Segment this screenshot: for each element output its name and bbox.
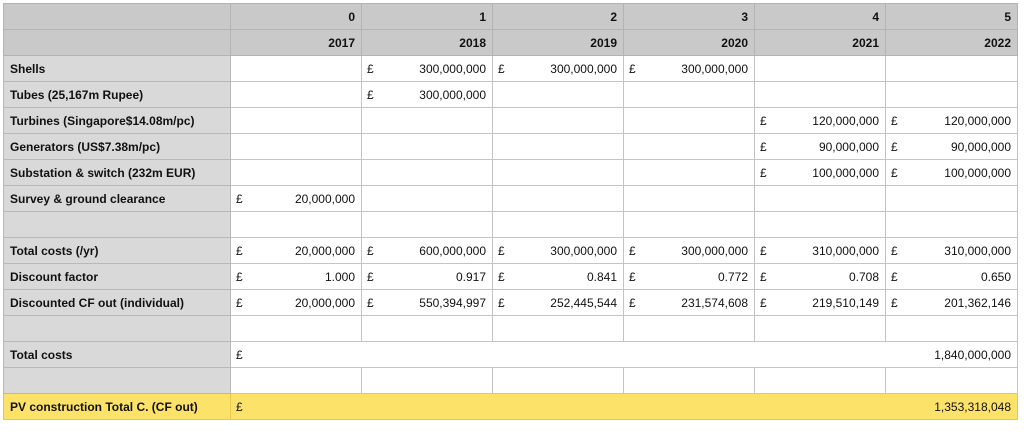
value-cell[interactable] (624, 316, 755, 342)
currency-symbol: £ (891, 295, 898, 310)
currency-symbol: £ (760, 165, 767, 180)
value-cell[interactable] (624, 160, 755, 186)
currency-symbol: £ (367, 269, 374, 284)
value-cell[interactable] (231, 160, 362, 186)
data-row (4, 56, 1018, 82)
cell-value: 0.650 (980, 269, 1011, 284)
cell-value: 300,000,000 (550, 61, 617, 76)
currency-symbol: £ (629, 61, 636, 76)
value-cell[interactable] (231, 212, 362, 238)
value-cell[interactable] (493, 212, 624, 238)
cell-value: 90,000,000 (818, 139, 879, 154)
value-cell[interactable] (493, 264, 624, 290)
cell-value: 20,000,000 (294, 191, 355, 206)
value-cell[interactable] (886, 108, 1018, 134)
currency-symbol: £ (760, 139, 767, 154)
value-cell[interactable] (493, 186, 624, 212)
corner-cell[interactable] (4, 30, 231, 56)
currency-symbol: £ (760, 295, 767, 310)
value-cell[interactable] (493, 108, 624, 134)
row-label[interactable] (4, 212, 231, 238)
row-label[interactable]: Shells (4, 56, 231, 82)
cell-value: 201,362,146 (944, 295, 1011, 310)
header-row-index (4, 4, 1018, 30)
empty-cell[interactable] (362, 368, 493, 394)
cell-value: 300,000,000 (419, 61, 486, 76)
empty-cell[interactable] (493, 368, 624, 394)
value-cell[interactable] (624, 82, 755, 108)
header-year-cell[interactable]: 2020 (624, 30, 755, 56)
header-index-cell[interactable]: 3 (624, 4, 755, 30)
currency-symbol: £ (760, 269, 767, 284)
value-cell[interactable] (362, 82, 493, 108)
cell-value: 0.917 (455, 269, 486, 284)
currency-symbol: £ (498, 295, 505, 310)
cell-value: 0.772 (717, 269, 748, 284)
currency-symbol: £ (367, 243, 374, 258)
total-costs-row (4, 342, 1018, 368)
cell-value: 100,000,000 (944, 165, 1011, 180)
value-cell[interactable] (886, 290, 1018, 316)
value-cell[interactable] (231, 238, 362, 264)
row-label[interactable]: Generators (US$7.38m/pc) (4, 134, 231, 160)
empty-row (4, 212, 1018, 238)
currency-symbol: £ (367, 295, 374, 310)
spreadsheet-grid (3, 3, 1018, 420)
empty-row (4, 368, 1018, 394)
value-cell[interactable] (755, 82, 886, 108)
value-cell[interactable] (886, 264, 1018, 290)
row-label[interactable]: Survey & ground clearance (4, 186, 231, 212)
currency-symbol: £ (760, 113, 767, 128)
header-year-cell[interactable]: 2021 (755, 30, 886, 56)
cell-value: 20,000,000 (294, 295, 355, 310)
value-cell[interactable] (755, 134, 886, 160)
row-label[interactable]: Total costs (4, 342, 231, 368)
cell-value: 300,000,000 (681, 61, 748, 76)
currency-symbol: £ (891, 243, 898, 258)
value-cell[interactable] (231, 82, 362, 108)
currency-symbol: £ (498, 243, 505, 258)
cell-value: 300,000,000 (550, 243, 617, 258)
data-row (4, 264, 1018, 290)
header-row-year (4, 30, 1018, 56)
cell-value: 120,000,000 (812, 113, 879, 128)
value-cell[interactable] (362, 264, 493, 290)
empty-cell[interactable] (755, 368, 886, 394)
value-cell[interactable] (886, 56, 1018, 82)
value-cell[interactable] (362, 290, 493, 316)
cell-value: 219,510,149 (812, 295, 879, 310)
currency-symbol: £ (891, 139, 898, 154)
row-label[interactable] (4, 316, 231, 342)
row-label[interactable] (4, 368, 231, 394)
empty-row (4, 316, 1018, 342)
currency-symbol: £ (629, 243, 636, 258)
value-cell[interactable] (755, 160, 886, 186)
data-row (4, 186, 1018, 212)
value-cell[interactable] (231, 186, 362, 212)
value-cell[interactable] (362, 316, 493, 342)
cell-value: 90,000,000 (950, 139, 1011, 154)
cell-value: 600,000,000 (419, 243, 486, 258)
cell-value: 100,000,000 (812, 165, 879, 180)
value-cell[interactable] (493, 134, 624, 160)
currency-symbol: £ (629, 295, 636, 310)
currency-symbol: £ (891, 269, 898, 284)
cell-value: 20,000,000 (294, 243, 355, 258)
currency-symbol: £ (498, 269, 505, 284)
data-row (4, 290, 1018, 316)
cell-value: 1.000 (324, 269, 355, 284)
row-label[interactable]: Discounted CF out (individual) (4, 290, 231, 316)
currency-symbol: £ (891, 113, 898, 128)
header-index-cell[interactable]: 0 (231, 4, 362, 30)
row-label[interactable]: PV construction Total C. (CF out) (4, 394, 231, 420)
data-row (4, 238, 1018, 264)
pv-total-value: 1,353,318,048 (934, 399, 1011, 414)
value-cell[interactable] (493, 316, 624, 342)
header-index-cell[interactable]: 2 (493, 4, 624, 30)
header-index-cell[interactable]: 4 (755, 4, 886, 30)
cell-value: 550,394,997 (419, 295, 486, 310)
cell-value: 120,000,000 (944, 113, 1011, 128)
header-year-cell[interactable]: 2019 (493, 30, 624, 56)
value-cell[interactable] (362, 134, 493, 160)
currency-symbol: £ (367, 87, 374, 102)
data-row (4, 160, 1018, 186)
currency-symbol: £ (236, 399, 243, 414)
value-cell[interactable] (493, 160, 624, 186)
empty-cell[interactable] (624, 368, 755, 394)
cell-value: 231,574,608 (681, 295, 748, 310)
value-cell[interactable] (493, 238, 624, 264)
empty-cell[interactable] (231, 368, 362, 394)
header-year-cell[interactable]: 2022 (886, 30, 1018, 56)
value-cell[interactable] (362, 212, 493, 238)
header-year-cell[interactable]: 2018 (362, 30, 493, 56)
value-cell[interactable] (493, 56, 624, 82)
row-label[interactable]: Turbines (Singapore$14.08m/pc) (4, 108, 231, 134)
value-cell[interactable] (231, 290, 362, 316)
value-cell[interactable] (231, 56, 362, 82)
value-cell[interactable] (624, 238, 755, 264)
value-cell[interactable] (886, 212, 1018, 238)
currency-symbol: £ (236, 191, 243, 206)
value-cell[interactable] (755, 238, 886, 264)
value-cell[interactable] (755, 108, 886, 134)
data-row (4, 82, 1018, 108)
cell-value: 310,000,000 (812, 243, 879, 258)
empty-cell[interactable] (886, 368, 1018, 394)
currency-symbol: £ (236, 295, 243, 310)
currency-symbol: £ (367, 61, 374, 76)
cell-value: 300,000,000 (419, 87, 486, 102)
value-cell[interactable] (886, 238, 1018, 264)
value-cell[interactable] (231, 134, 362, 160)
row-label[interactable]: Tubes (25,167m Rupee) (4, 82, 231, 108)
currency-symbol: £ (760, 243, 767, 258)
currency-symbol: £ (629, 269, 636, 284)
value-cell[interactable] (886, 160, 1018, 186)
value-cell[interactable] (886, 82, 1018, 108)
value-cell[interactable] (362, 160, 493, 186)
value-cell[interactable] (493, 82, 624, 108)
value-cell[interactable] (362, 56, 493, 82)
cell-value: 252,445,544 (550, 295, 617, 310)
value-cell[interactable] (624, 134, 755, 160)
value-cell[interactable] (231, 264, 362, 290)
cell-value: 0.841 (586, 269, 617, 284)
value-cell[interactable] (886, 134, 1018, 160)
value-cell[interactable] (755, 264, 886, 290)
value-cell[interactable] (886, 186, 1018, 212)
value-cell[interactable] (362, 108, 493, 134)
currency-symbol: £ (236, 347, 243, 362)
value-cell[interactable] (755, 316, 886, 342)
value-cell[interactable] (231, 316, 362, 342)
pv-total-row (4, 394, 1018, 420)
cell-value: 0.708 (848, 269, 879, 284)
value-cell[interactable] (362, 186, 493, 212)
total-costs-value: 1,840,000,000 (934, 347, 1011, 362)
pv-total-cell[interactable] (231, 394, 1018, 420)
header-index-cell[interactable]: 1 (362, 4, 493, 30)
value-cell[interactable] (624, 56, 755, 82)
currency-symbol: £ (236, 243, 243, 258)
value-cell[interactable] (755, 212, 886, 238)
total-costs-cell[interactable] (231, 342, 1018, 368)
value-cell[interactable] (624, 264, 755, 290)
value-cell[interactable] (886, 316, 1018, 342)
value-cell[interactable] (624, 186, 755, 212)
corner-cell[interactable] (4, 4, 231, 30)
cell-value: 300,000,000 (681, 243, 748, 258)
value-cell[interactable] (493, 290, 624, 316)
data-row (4, 134, 1018, 160)
currency-symbol: £ (891, 165, 898, 180)
currency-symbol: £ (498, 61, 505, 76)
value-cell[interactable] (624, 108, 755, 134)
value-cell[interactable] (362, 238, 493, 264)
header-year-cell[interactable]: 2017 (231, 30, 362, 56)
value-cell[interactable] (755, 290, 886, 316)
data-row (4, 108, 1018, 134)
row-label[interactable]: Total costs (/yr) (4, 238, 231, 264)
cell-value: 310,000,000 (944, 243, 1011, 258)
header-index-cell[interactable]: 5 (886, 4, 1018, 30)
value-cell[interactable] (231, 108, 362, 134)
value-cell[interactable] (755, 186, 886, 212)
row-label[interactable]: Substation & switch (232m EUR) (4, 160, 231, 186)
value-cell[interactable] (624, 290, 755, 316)
value-cell[interactable] (624, 212, 755, 238)
value-cell[interactable] (755, 56, 886, 82)
row-label[interactable]: Discount factor (4, 264, 231, 290)
currency-symbol: £ (236, 269, 243, 284)
